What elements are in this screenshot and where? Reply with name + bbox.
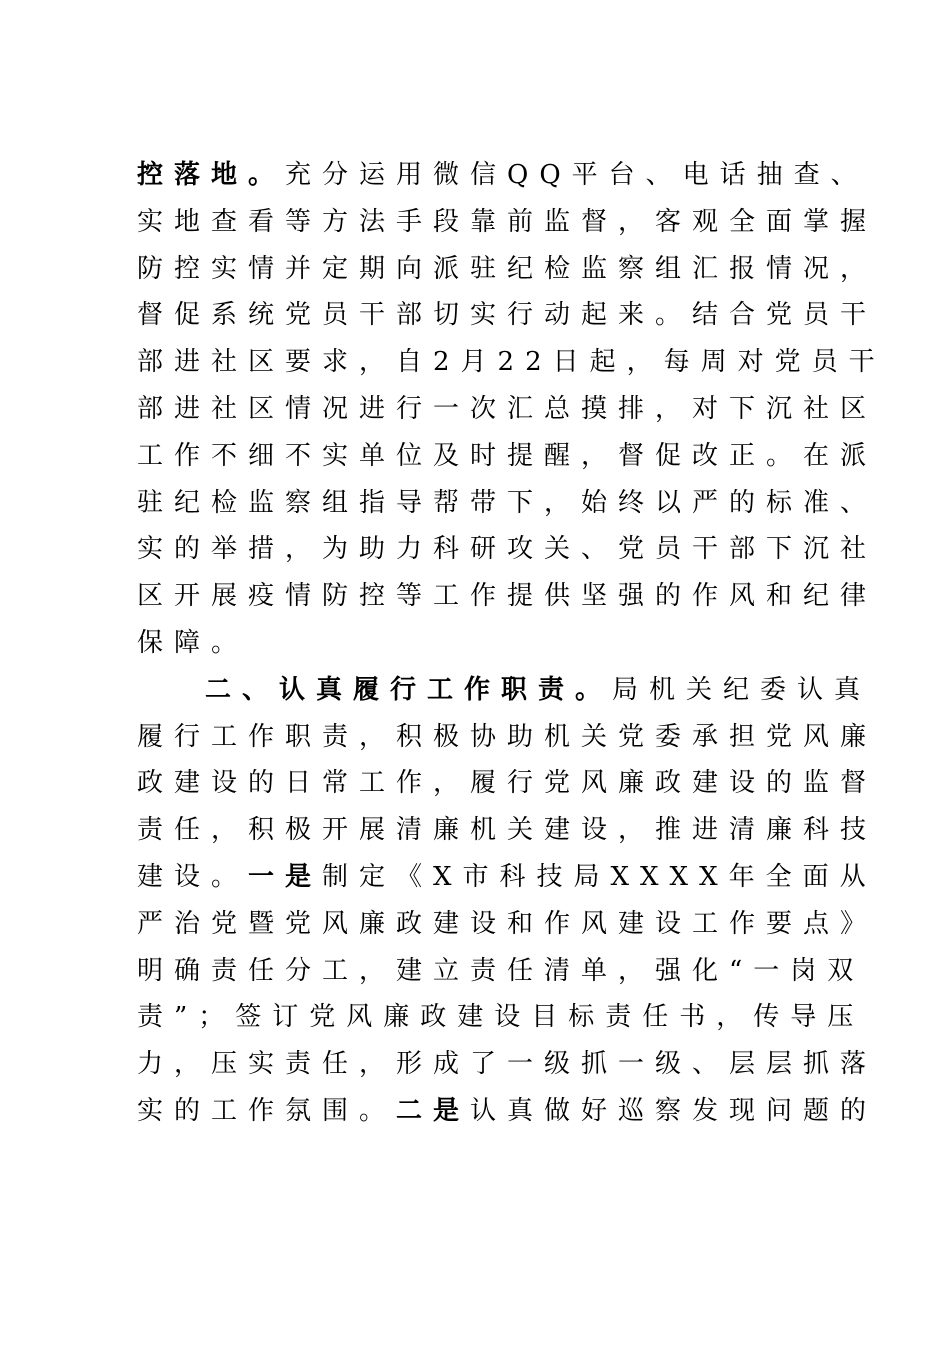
text-line: 工作不细不实单位及时提醒，督促改正。在派 xyxy=(137,440,878,471)
text-line: 履行工作职责，积极协助机关党委承担党风廉 xyxy=(137,721,878,752)
text-line: 控落地。充分运用微信QQ平台、电话抽查、 xyxy=(137,160,868,190)
text-line: 区开展疫情防控等工作提供坚强的作风和纪律 xyxy=(137,581,878,612)
bold-phrase: 控落地。 xyxy=(137,160,286,190)
text-line: 实的工作氛围。二是认真做好巡察发现问题的 xyxy=(137,1095,878,1126)
text-line: 督促系统党员干部切实行动起来。结合党员干 xyxy=(137,300,878,331)
text-line: 明确责任分工，建立责任清单，强化“一岗双 xyxy=(137,955,865,986)
text-line: 保障。 xyxy=(137,627,249,658)
text-line: 责”；签订党风廉政建设目标责任书，传导压 xyxy=(137,1002,865,1033)
text-line: 防控实情并定期向派驻纪检监察组汇报情况， xyxy=(137,253,878,284)
text-line: 力，压实责任，形成了一级抓一级、层层抓落 xyxy=(137,1049,878,1080)
text-line: 部进社区情况进行一次汇总摸排，对下沉社区 xyxy=(137,393,878,424)
text-line: 责任，积极开展清廉机关建设，推进清廉科技 xyxy=(137,815,878,846)
bold-phrase: 一是 xyxy=(248,861,323,892)
section-heading: 二、认真履行工作职责。 xyxy=(205,674,613,705)
text-line: 政建设的日常工作，履行党风廉政建设的监督 xyxy=(137,768,878,799)
text-line: 驻纪检监察组指导帮带下，始终以严的标准、 xyxy=(137,487,878,518)
text-line: 建设。一是制定《X市科技局XXXX年全面从 xyxy=(137,861,877,892)
bold-phrase: 二是 xyxy=(396,1095,471,1126)
section-heading-line: 二、认真履行工作职责。局机关纪委认真 xyxy=(205,674,872,705)
text-line: 实地查看等方法手段靠前监督，客观全面掌握 xyxy=(137,206,878,237)
text-line: 部进社区要求，自2月22日起，每周对党员干 xyxy=(137,347,886,378)
text-line: 严治党暨党风廉政建设和作风建设工作要点》 xyxy=(137,908,878,939)
body-text xyxy=(137,152,886,1135)
text-line: 实的举措，为助力科研攻关、党员干部下沉社 xyxy=(137,534,878,565)
